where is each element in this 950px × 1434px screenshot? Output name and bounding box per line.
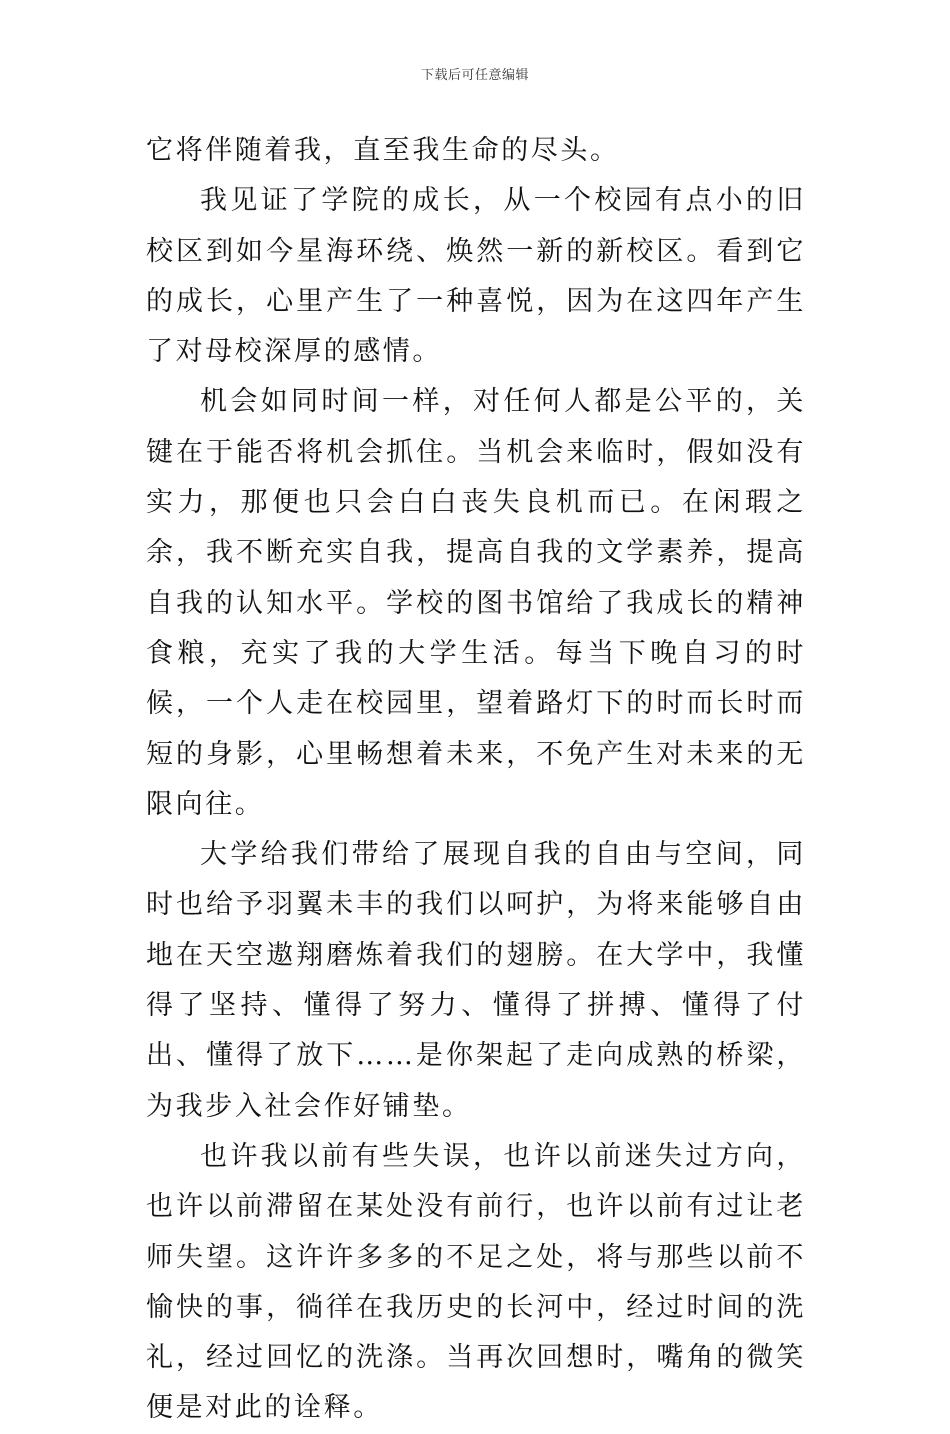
page-header: 下载后可任意编辑 <box>420 68 529 83</box>
paragraph-1: 它将伴随着我，直至我生命的尽头。 <box>146 135 620 166</box>
paragraph-2: 我见证了学院的成长，从一个校园有点小的旧校区到如今星海环绕、焕然一新的新校区。看到它的成长，心里产生了一种喜悦，因为在这四年产生了对母校深厚的感情。 <box>146 185 806 368</box>
paragraph-4: 大学给我们带给了展现自我的自由与空间，同时也给予羽翼未丰的我们以呵护，为将来能够自由地在天空遨翔磨炼着我们的翅膀。在大学中，我懂得了坚持、懂得了努力、懂得了拼搏、懂得了付出、懂得了放下……是你架起了走向成熟的桥梁，为我步入社会作好铺垫。 <box>146 839 806 1122</box>
document-body <box>146 126 806 1434</box>
paragraph-5: 也许我以前有些失误，也许以前迷失过方向，也许以前滞留在某处没有前行，也许以前有过让老师失望。这许许多多的不足之处，将与那些以前不愉快的事，徜徉在我历史的长河中，经过时间的洗礼，经过回忆的洗涤。当再次回想时，嘴角的微笑便是对此的诠释。 <box>146 1140 806 1424</box>
paragraph-3: 机会如同时间一样，对任何人都是公平的，关键在于能否将机会抓住。当机会来临时，假如没有实力，那便也只会白白丧失良机而已。在闲瑕之余，我不断充实自我，提高自我的文学素养，提高自我的认知水平。学校的图书馆给了我成长的精神食粮，充实了我的大学生活。每当下晚自习的时候，一个人走在校园里，望着路灯下的时而长时而短的身影，心里畅想着未来，不免产生对未来的无限向往。 <box>146 386 806 820</box>
